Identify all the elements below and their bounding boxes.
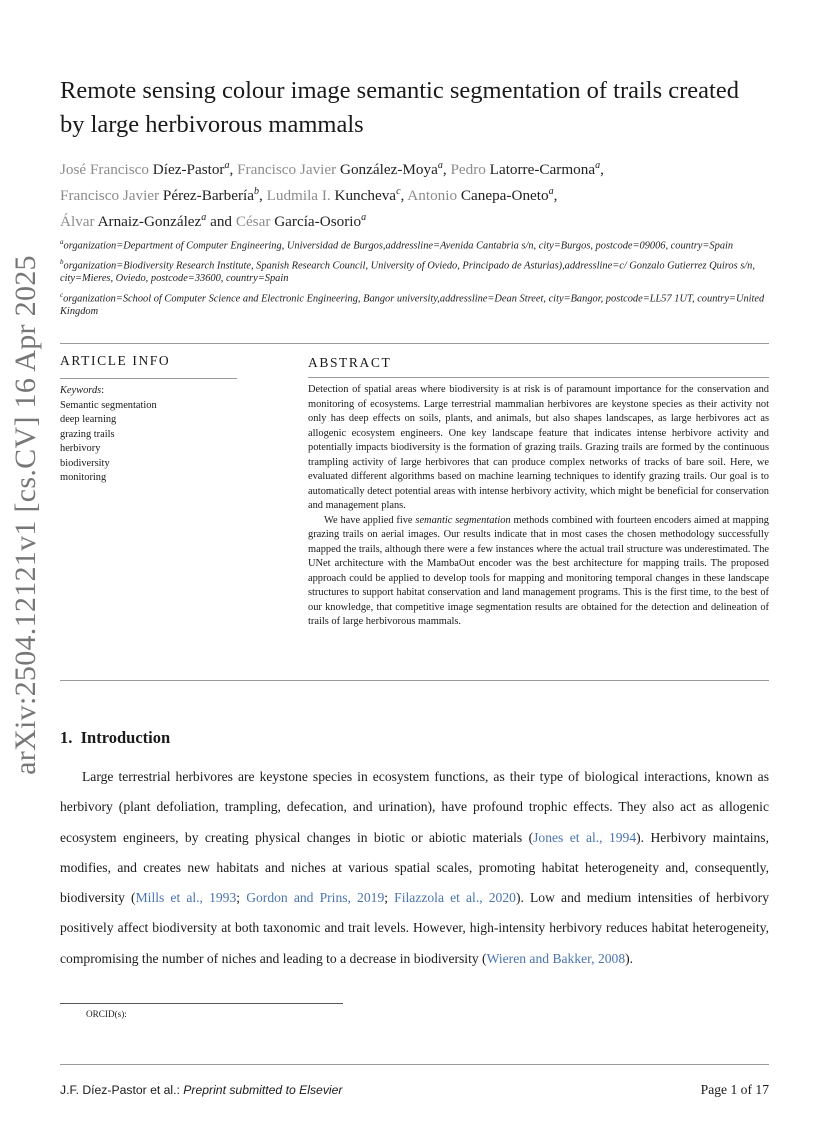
divider — [60, 680, 769, 681]
author: Francisco Javier Pérez-Barbería$^b$, — [60, 186, 267, 205]
body-paragraph: Large terrestrial herbivores are keystone species in ecosystem functions, as their type of biological interactions, known as herbivory (plant defoliation, trampling, defecation, and urination), have profound trophic effects. They also act as allogenic ecosystem engineers, by creating physical changes in biotic or abiotic materials (Jones et al., 1994). Herbivory maintains, modifies, and creates new habitats and niches at various spatial scales, promoting habitat heterogeneity and, consequently, biodiversity (Mills et al., 1993; Gordon and Prins, 2019; Filazzola et al., 2020). Low and medium intensities of herbivory positively affect biodiversity at both taxonomic and trait levels. However, high-intensity herbivory reduces habitat heterogeneity, compromising the number of niches and leading to a decrease in biodiversity (Wieren and Bakker, 2008). — [60, 769, 769, 966]
footer-divider — [60, 1064, 769, 1065]
paper-title: Remote sensing colour image semantic segmentation of trails created by large herbivorous mammals — [60, 77, 739, 138]
author: Francisco Javier González-Moya$^a$, — [237, 160, 451, 179]
divider — [308, 377, 769, 378]
affiliation: $^c$organization=School of Computer Science and Electronic Engineering, Bangor university,addressline=Dean Street, city=Bangor, postcode=LL57 1UT, country=United Kingdom — [60, 290, 765, 318]
author: Pedro Latorre-Carmona$^a$, — [450, 160, 604, 179]
author: José Francisco Díez-Pastor$^a$, — [60, 160, 238, 179]
citation-link[interactable]: Wieren and Bakker, 2008 — [486, 950, 626, 966]
author-list — [60, 155, 780, 233]
keyword: monitoring — [60, 472, 107, 483]
citation-link[interactable]: Jones et al., 1994 — [533, 829, 637, 845]
orcid-footnote: ORCID(s): — [86, 1009, 127, 1019]
running-footer: J.F. Díez-Pastor et al.: Preprint submitted to Elsevier — [60, 1083, 343, 1097]
abstract — [308, 383, 769, 630]
affiliations — [60, 236, 775, 322]
section-heading: 1. Introduction — [60, 728, 171, 747]
arxiv-stamp-text: arXiv:2504.12121v1 [cs.CV] 16 Apr 2025 — [9, 255, 42, 775]
keywords: Keywords: Semantic segmentation deep learning grazing trails herbivory biodiversity monitoring — [60, 384, 157, 486]
keyword: Semantic segmentation — [60, 399, 157, 411]
citation-link[interactable]: Mills et al., 1993 — [135, 890, 237, 906]
abstract-paragraph: We have applied five semantic segmentation methods combined with fourteen encoders aimed at mapping grazing trails on aerial images. Our results indicate that in most cases the chosen methodology successfully mapped the trails, although there were a few instances where the actual trail structure was underestimated. The UNet architecture with the MambaOut encoder was the best architecture for mapping trails. The proposed approach could be applied to develop tools for mapping and monitoring temporal changes in these landscape structures to support habitat conservation and land management programs. This is the first time, to the best of our knowledge, that competitive image segmentation results are obtained for the detection and delineation of trails of large herbivorous mammals. — [308, 514, 769, 627]
keyword: herbivory — [60, 443, 101, 454]
article-info-heading: ARTICLE INFO — [60, 353, 171, 368]
citation-link[interactable]: Filazzola et al., 2020 — [394, 890, 516, 906]
page-number: Page 1 of 17 — [700, 1082, 769, 1097]
keyword: biodiversity — [60, 457, 110, 469]
author: Álvar Arnaiz-González$^a$ and — [60, 212, 236, 231]
citation-link[interactable]: Gordon and Prins, 2019 — [246, 890, 385, 906]
abstract-paragraph: Detection of spatial areas where biodiversity is at risk is of paramount importance for the conservation and monitoring of ecosystems. Large terrestrial mammalian herbivores are keystone species as their activity not only has deep effects on soils, plants, and animals, but also shapes landscapes, as large herbivores act as allogenic ecosystem engineers. One key landscape feature that indicates intense herbivore activity and potentially impacts biodiversity is the formation of grazing trails. Grazing trails are formed by the continuous trampling activity of large herbivores that can produce complex networks of tracks of bare soil. Here, we evaluated different algorithms based on machine learning techniques to identify grazing trails. Our goal is to automatically detect potential areas with intense herbivory activity, which might be beneficial for conservation and management plans. — [308, 384, 769, 511]
keywords-label: Keywords — [60, 385, 102, 396]
divider — [60, 343, 769, 344]
divider — [60, 378, 237, 379]
keyword: deep learning — [60, 414, 117, 425]
author: César García-Osorio$^a$ — [235, 212, 367, 231]
footnote-rule — [60, 1003, 343, 1004]
author: Antonio Canepa-Oneto$^a$, — [407, 186, 558, 205]
author: Ludmila I. Kuncheva$^c$, — [266, 186, 408, 205]
affiliation: $^b$organization=Biodiversity Research Institute, Spanish Research Council, University of Oviedo, Principado de Asturias),addressline=c/ Gonzalo Gutierrez Quiros s/n, city=Mieres, Oviedo, postcode=33600, country=Spain — [60, 257, 755, 285]
affiliation: $^a$organization=Department of Computer Engineering, Universidad de Burgos,addressline=Avenida Cantabria s/n, city=Burgos, postcode=09006, country=Spain — [60, 238, 734, 252]
arxiv-stamp — [6, 245, 46, 785]
abstract-heading: ABSTRACT — [308, 355, 392, 370]
introduction-body — [60, 762, 769, 974]
keyword: grazing trails — [60, 428, 115, 440]
